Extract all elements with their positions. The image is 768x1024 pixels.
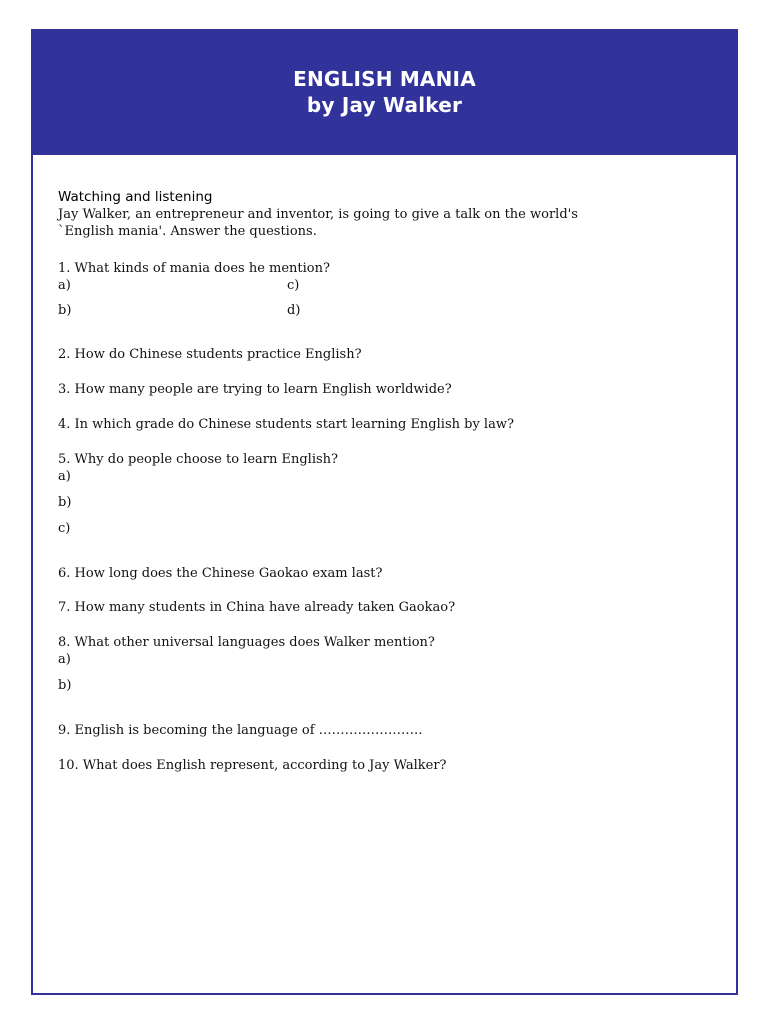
answer-row bbox=[58, 277, 678, 294]
option-label: a) bbox=[58, 469, 71, 484]
option-label: c) bbox=[287, 278, 300, 293]
option-label: c) bbox=[58, 521, 71, 536]
option-label: d) bbox=[287, 303, 301, 318]
worksheet-title: ENGLISH MANIA bbox=[293, 67, 476, 91]
question-1 bbox=[58, 260, 678, 294]
option-label: b) bbox=[58, 495, 72, 510]
question-2: 2. How do Chinese students practice English? bbox=[58, 347, 362, 362]
section-heading: Watching and listening bbox=[58, 189, 213, 205]
option-label: a) bbox=[58, 278, 71, 293]
question-5 bbox=[58, 451, 678, 485]
option-label: b) bbox=[58, 303, 72, 318]
question-7: 7. How many students in China have already taken Gaokao? bbox=[58, 600, 456, 615]
option-label: a) bbox=[58, 652, 71, 667]
question-10: 10. What does English represent, according to Jay Walker? bbox=[58, 758, 447, 773]
page-border-frame bbox=[31, 29, 738, 995]
question-text: 8. What other universal languages does Walker mention? bbox=[58, 635, 435, 650]
option-label: b) bbox=[58, 678, 72, 693]
worksheet-subtitle: by Jay Walker bbox=[306, 93, 463, 117]
question-4: 4. In which grade do Chinese students start learning English by law? bbox=[58, 417, 514, 432]
intro-paragraph: Jay Walker, an entrepreneur and inventor, is going to give a talk on the world's `English mania'. Answer the questions. bbox=[58, 207, 578, 239]
question-text: 5. Why do people choose to learn English? bbox=[58, 452, 338, 467]
question-text: 1. What kinds of mania does he mention? bbox=[58, 261, 330, 276]
question-8 bbox=[58, 634, 678, 668]
answer-row bbox=[58, 302, 678, 319]
question-3: 3. How many people are trying to learn English worldwide? bbox=[58, 382, 452, 397]
question-9: 9. English is becoming the language of …………………… bbox=[58, 723, 423, 738]
question-1-row-2 bbox=[58, 302, 678, 319]
question-6: 6. How long does the Chinese Gaokao exam last? bbox=[58, 566, 383, 581]
title-banner bbox=[33, 31, 736, 155]
